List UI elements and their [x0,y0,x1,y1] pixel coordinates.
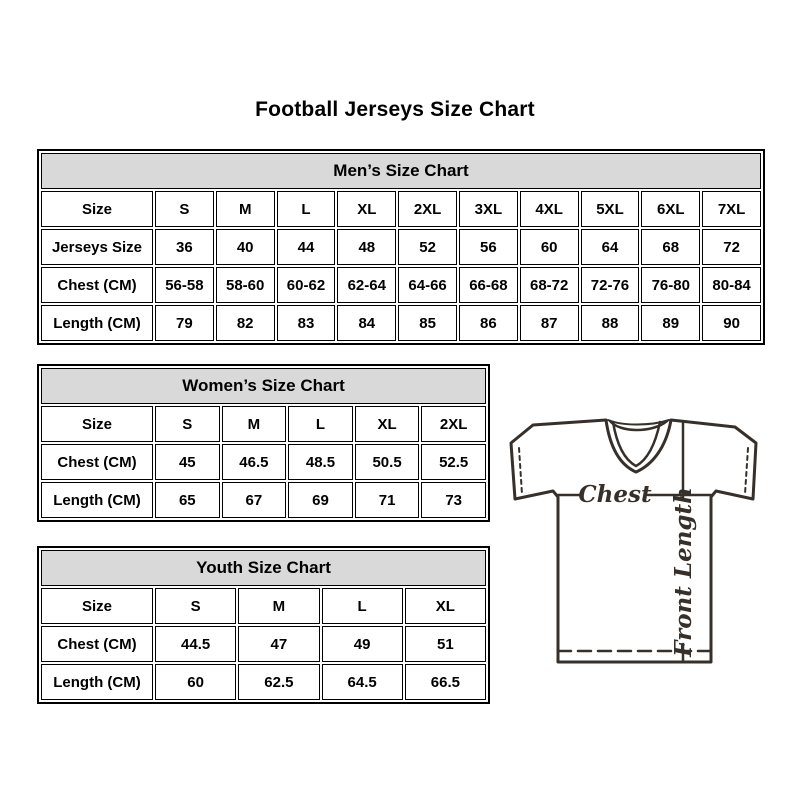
mens-row-label-cell: Length (CM) [41,305,153,341]
womens-table-row [41,444,486,480]
jersey-outline [511,420,756,662]
mens-size-header-cell: XL [337,191,396,227]
mens-data-cell: 87 [520,305,579,341]
youth-size-header-cell: L [322,588,403,624]
womens-data-cell: 71 [355,482,420,518]
womens-data-cell: 65 [155,482,220,518]
youth-size-header-cell: S [155,588,236,624]
mens-data-cell: 76-80 [641,267,700,303]
mens-data-cell: 88 [581,305,640,341]
mens-data-cell: 48 [337,229,396,265]
womens-data-cell: 73 [421,482,486,518]
youth-table-row [41,626,486,662]
mens-table-title: Men’s Size Chart [41,153,761,189]
mens-data-cell: 72 [702,229,761,265]
youth-size-header-cell: M [238,588,319,624]
mens-data-cell: 36 [155,229,214,265]
mens-data-cell: 72-76 [581,267,640,303]
mens-data-cell: 85 [398,305,457,341]
womens-table-row [41,482,486,518]
mens-data-cell: 60-62 [277,267,336,303]
womens-data-cell: 46.5 [222,444,287,480]
mens-size-header-cell: S [155,191,214,227]
mens-data-cell: 56-58 [155,267,214,303]
womens-size-header-cell: XL [355,406,420,442]
youth-data-cell: 51 [405,626,486,662]
mens-size-header-cell: 6XL [641,191,700,227]
youth-data-cell: 60 [155,664,236,700]
mens-data-cell: 80-84 [702,267,761,303]
chest-measure-label: Chest [578,481,652,508]
mens-row-label-cell: Jerseys Size [41,229,153,265]
womens-data-cell: 50.5 [355,444,420,480]
womens-data-cell: 45 [155,444,220,480]
front-length-measure-label: Front Length [670,487,697,657]
mens-data-cell: 83 [277,305,336,341]
mens-data-cell: 68 [641,229,700,265]
mens-data-cell: 79 [155,305,214,341]
mens-row-label-cell: Chest (CM) [41,267,153,303]
mens-data-cell: 58-60 [216,267,275,303]
mens-data-cell: 44 [277,229,336,265]
mens-data-cell: 68-72 [520,267,579,303]
youth-data-cell: 49 [322,626,403,662]
mens-size-header-cell: 7XL [702,191,761,227]
youth-data-cell: 47 [238,626,319,662]
womens-size-table [37,364,490,522]
mens-size-header-cell: M [216,191,275,227]
womens-size-header-cell: L [288,406,353,442]
mens-data-cell: 60 [520,229,579,265]
youth-data-cell: 66.5 [405,664,486,700]
mens-size-header-cell: 5XL [581,191,640,227]
mens-data-cell: 62-64 [337,267,396,303]
mens-table-row [41,229,761,265]
youth-size-label-cell: Size [41,588,153,624]
mens-data-cell: 56 [459,229,518,265]
jersey-measurement-diagram [502,406,768,672]
mens-table-row [41,267,761,303]
youth-size-header-cell: XL [405,588,486,624]
womens-data-cell: 67 [222,482,287,518]
womens-size-header-cell: 2XL [421,406,486,442]
mens-data-cell: 40 [216,229,275,265]
youth-table-row [41,664,486,700]
mens-data-cell: 64-66 [398,267,457,303]
mens-data-cell: 90 [702,305,761,341]
mens-size-header-cell: 3XL [459,191,518,227]
mens-data-cell: 52 [398,229,457,265]
youth-size-table [37,546,490,704]
youth-data-cell: 62.5 [238,664,319,700]
youth-table-title: Youth Size Chart [41,550,486,586]
womens-size-header-cell: M [222,406,287,442]
youth-row-label-cell: Chest (CM) [41,626,153,662]
mens-size-header-cell: 4XL [520,191,579,227]
youth-data-cell: 44.5 [155,626,236,662]
womens-row-label-cell: Length (CM) [41,482,153,518]
womens-data-cell: 52.5 [421,444,486,480]
mens-data-cell: 84 [337,305,396,341]
mens-data-cell: 82 [216,305,275,341]
womens-row-label-cell: Chest (CM) [41,444,153,480]
womens-data-cell: 48.5 [288,444,353,480]
page-title: Football Jerseys Size Chart [255,98,535,121]
jersey-diagram-svg [502,406,768,672]
womens-table-title: Women’s Size Chart [41,368,486,404]
mens-data-cell: 89 [641,305,700,341]
mens-size-header-cell: 2XL [398,191,457,227]
mens-size-label-cell: Size [41,191,153,227]
mens-data-cell: 86 [459,305,518,341]
womens-data-cell: 69 [288,482,353,518]
mens-data-cell: 66-68 [459,267,518,303]
womens-size-header-cell: S [155,406,220,442]
youth-data-cell: 64.5 [322,664,403,700]
mens-size-header-cell: L [277,191,336,227]
womens-size-label-cell: Size [41,406,153,442]
youth-row-label-cell: Length (CM) [41,664,153,700]
mens-data-cell: 64 [581,229,640,265]
mens-table-row [41,305,761,341]
mens-size-table [37,149,765,345]
